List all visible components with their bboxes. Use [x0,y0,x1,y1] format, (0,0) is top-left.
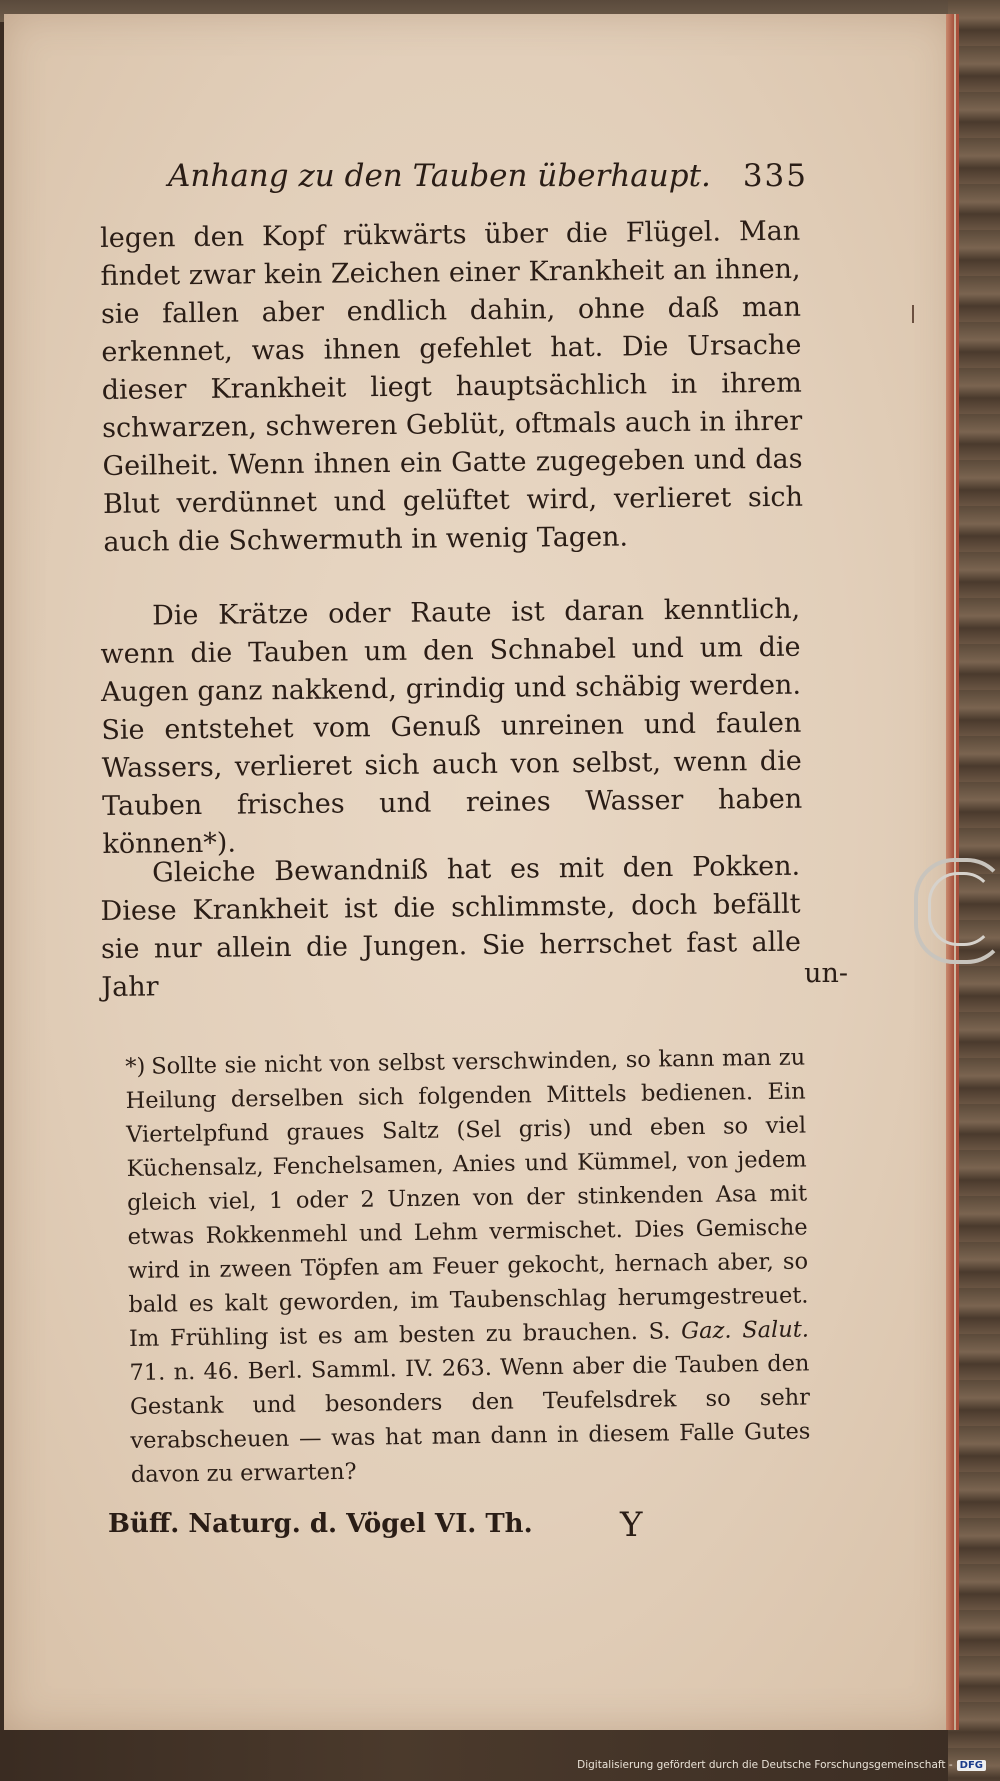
footnote-text-2: 71. n. 46. Berl. Samml. IV. 263. Wenn aber die Tauben den Gestank und besonders den Teufelsdrek so sehr verabscheuen — was hat man dann in diesem Falle Gutes davon zu erwarten? [129,1350,811,1488]
dfg-logo: DFG [957,1760,986,1771]
body-paragraph-1: legen den Kopf rükwärts über die Flügel. Man findet zwar kein Zeichen einer Krankheit an ihnen, sie fallen aber endlich dahin, ohne daß man erkennet, was ihnen gefehlet hat. Die Ursache dieser Krankheit liegt hauptsächlich in ihrem schwarzen, schweren Geblüt, oftmals auch in ihrer Geilheit. Wenn ihnen ein Gatte zugegeben und das Blut verdünnet und gelüftet wird, verlieret sich auch die Schwermuth in wenig Tagen. [100,215,804,558]
body-paragraph-3: Gleiche Bewandniß hat es mit den Pokken. Diese Krankheit ist die schlimmste, doch befällt sie nur allein die Jungen. Sie herrschet fast alle Jahr [100,850,802,1003]
footnote-text-1: Sollte sie nicht von selbst verschwinden, so kann man zu Heilung derselben sich folgenden Mittels bedienen. Ein Viertelpfund graues Saltz (Sel gris) und eben so viel Küchensalz, Fenchelsamen, Anies und Kümmel, von jedem gleich viel, 1 oder 2 Unzen von der stinkenden Asa mit etwas Rokkenmehl und Lehm vermischet. Dies Gemische wird in zween Töpfen am Feuer gekocht, hernach aber, so bald es kalt geworden, im Taubenschlag herumgestreuet. Im Frühling ist es am besten zu brauchen. S. [125,1044,809,1352]
signature-text: Büff. Naturg. d. Vögel VI. Th. [108,1509,533,1539]
running-head-title: Anhang zu den Tauben überhaupt. [168,158,711,194]
catchword: un- [804,958,848,989]
body-paragraph-2: Die Krätze oder Raute ist daran kenntlich, wenn die Tauben um den Schnabel und um die Augen ganz nakkend, grindig und schäbig werden. Sie entstehet vom Genuß unreinen und faulen Wassers, verlieret sich auch von selbst, wenn die Tauben frisches und reines Wasser haben können*). [100,593,803,860]
running-head [168,150,808,200]
margin-mark [912,305,914,323]
page-number: 335 [742,158,808,194]
footnote [125,1041,811,1492]
signature-line [108,1505,643,1549]
scan-credit [577,1759,986,1771]
footnote-marker: *) [125,1053,146,1080]
scan-credit-text: Digitalisierung gefördert durch die Deutsche Forschungsgemeinschaft - [577,1759,953,1771]
footnote-citation: Gaz. Salut. [680,1316,810,1345]
paperclip-inner-loop [928,872,994,946]
signature-letter: Y [620,1505,643,1545]
